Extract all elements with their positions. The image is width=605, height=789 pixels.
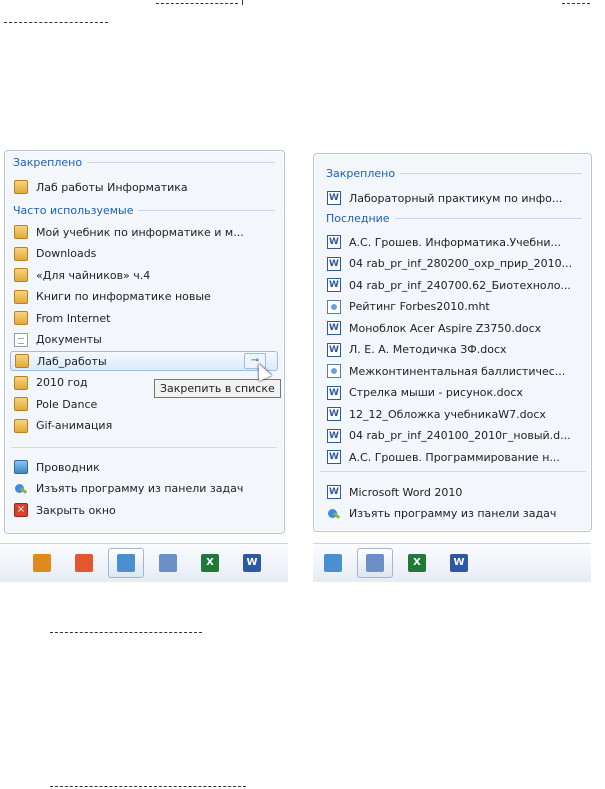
web-page-icon [327, 364, 341, 378]
paint-icon [366, 554, 384, 572]
list-item-label: Лабораторный практикум по инфо... [349, 191, 563, 205]
list-item[interactable] [10, 177, 278, 197]
taskbar [313, 543, 591, 582]
list-item-label: Лаб_работы [37, 354, 107, 368]
taskbar-button[interactable] [108, 548, 144, 578]
list-item-label: 04 rab_pr_inf_240100_2010г_новый.d... [349, 429, 571, 442]
top-tick [242, 0, 243, 5]
caption-underline [50, 632, 202, 633]
taskbar-button[interactable] [315, 548, 351, 578]
word-document-icon: W [327, 235, 341, 249]
list-item[interactable] [323, 254, 585, 274]
excel-icon: X [201, 554, 219, 572]
word-document-icon: W [327, 343, 341, 357]
word-document-icon: W [327, 386, 341, 400]
heading-underline [4, 22, 108, 23]
list-item[interactable] [10, 287, 278, 307]
word-document-icon: W [327, 429, 341, 443]
folder-icon [14, 290, 28, 304]
taskbar [0, 543, 288, 582]
taskbar-button[interactable] [234, 548, 270, 578]
list-item-label: Downloads [36, 247, 97, 260]
taskbar-button[interactable] [66, 548, 102, 578]
list-item[interactable] [10, 479, 278, 499]
list-item[interactable] [10, 265, 278, 285]
list-item-label: 12_12_Обложка учебникаW7.docx [349, 407, 546, 421]
folder-icon [14, 225, 28, 239]
category-header: Закреплено [13, 156, 275, 169]
word-document-icon: W [327, 278, 341, 292]
separator [320, 471, 586, 472]
folder-icon [14, 419, 28, 433]
list-item-label: Лаб работы Информатика [36, 180, 188, 194]
list-item[interactable] [323, 297, 585, 317]
list-item[interactable] [323, 361, 585, 381]
list-item-label: Gif-анимация [36, 419, 113, 432]
taskbar-button[interactable] [357, 548, 393, 578]
paint-icon [159, 554, 177, 572]
list-item-label: Межконтинентальная баллистичес... [349, 364, 566, 378]
list-item-label: Microsoft Word 2010 [349, 485, 463, 499]
category-header: Последние [326, 212, 582, 225]
unpin-icon [14, 482, 28, 496]
web-page-icon [327, 300, 341, 314]
jump-list-word [313, 153, 592, 532]
list-item[interactable] [10, 351, 278, 371]
word-icon: W [450, 554, 468, 572]
taskbar-button[interactable] [441, 548, 477, 578]
list-item-label: Моноблок Acer Aspire Z3750.docx [349, 321, 542, 335]
list-item-label: 04 rab_pr_inf_240700.62_Биотехноло... [349, 278, 571, 292]
list-item[interactable] [10, 308, 278, 328]
close-icon: × [14, 503, 28, 517]
explorer-icon [324, 554, 342, 572]
taskbar-button[interactable] [399, 548, 435, 578]
taskbar-button[interactable] [24, 548, 60, 578]
word-document-icon: W [327, 191, 341, 205]
list-item-label: Изъять программу из панели задач [36, 482, 244, 495]
list-item-label: Стрелка мыши - рисунок.docx [349, 386, 523, 399]
word-document-icon: W [327, 485, 341, 499]
word-document-icon: W [327, 407, 341, 421]
folder-icon [14, 268, 28, 282]
document-icon [14, 333, 28, 347]
list-item-label: Документы [36, 333, 102, 346]
top-dash-left [156, 3, 238, 4]
browser-icon [75, 554, 93, 572]
list-item[interactable] [323, 340, 585, 360]
list-item[interactable] [323, 188, 585, 208]
taskbar-button[interactable] [150, 548, 186, 578]
list-item[interactable] [10, 244, 278, 264]
folder-icon [14, 311, 28, 325]
list-item-label: Проводник [36, 460, 100, 474]
media-player-icon [33, 554, 51, 572]
list-item-label: Изъять программу из панели задач [349, 507, 557, 520]
folder-icon [14, 397, 28, 411]
jump-list-explorer [4, 150, 285, 534]
caption-underline-2 [50, 786, 246, 787]
list-item[interactable] [323, 275, 585, 295]
list-item-label: Рейтинг Forbes2010.mht [349, 300, 490, 313]
top-dash-right [562, 3, 590, 4]
list-item[interactable] [10, 330, 278, 350]
unpin-icon [327, 507, 341, 521]
pin-button[interactable]: ⊸ [244, 353, 266, 369]
word-document-icon: W [327, 321, 341, 335]
list-item[interactable] [323, 404, 585, 424]
list-item[interactable] [10, 416, 278, 436]
list-item[interactable] [10, 457, 278, 477]
folder-icon [14, 247, 28, 261]
explorer-icon [14, 460, 28, 474]
list-item[interactable] [323, 504, 585, 524]
word-icon: W [243, 554, 261, 572]
list-item[interactable] [10, 500, 278, 520]
list-item[interactable] [323, 482, 585, 502]
list-item[interactable] [323, 318, 585, 338]
list-item-label: Л. Е. А. Методичка ЗФ.docx [349, 343, 507, 356]
list-item[interactable] [10, 222, 278, 242]
explorer-icon [117, 554, 135, 572]
list-item-label: From Internet [36, 311, 111, 325]
list-item-label: Закрыть окно [36, 503, 116, 517]
folder-icon [14, 180, 28, 194]
word-document-icon: W [327, 450, 341, 464]
separator [11, 447, 277, 448]
list-item[interactable] [323, 383, 585, 403]
excel-icon: X [408, 554, 426, 572]
list-item-label: А.С. Грошев. Программирование н... [349, 450, 560, 464]
category-header: Часто используемые [13, 204, 275, 217]
list-item-label: Книги по информатике новые [36, 290, 211, 303]
word-document-icon: W [327, 257, 341, 271]
list-item[interactable] [323, 232, 585, 252]
list-item-label: 04 rab_pr_inf_280200_охр_прир_2010... [349, 257, 573, 270]
list-item-label: 2010 год [36, 376, 88, 389]
list-item[interactable] [323, 426, 585, 446]
list-item-label: А.С. Грошев. Информатика.Учебни... [349, 235, 562, 249]
list-item-label: Мой учебник по информатике и м... [36, 225, 244, 239]
folder-icon [15, 354, 29, 368]
list-item-label: Pole Dance [36, 397, 98, 411]
folder-icon [14, 376, 28, 390]
list-item[interactable] [323, 447, 585, 467]
taskbar-button[interactable] [192, 548, 228, 578]
list-item-label: «Для чайников» ч.4 [36, 268, 151, 282]
category-header: Закреплено [326, 167, 582, 180]
tooltip: Закрепить в списке [154, 379, 281, 398]
